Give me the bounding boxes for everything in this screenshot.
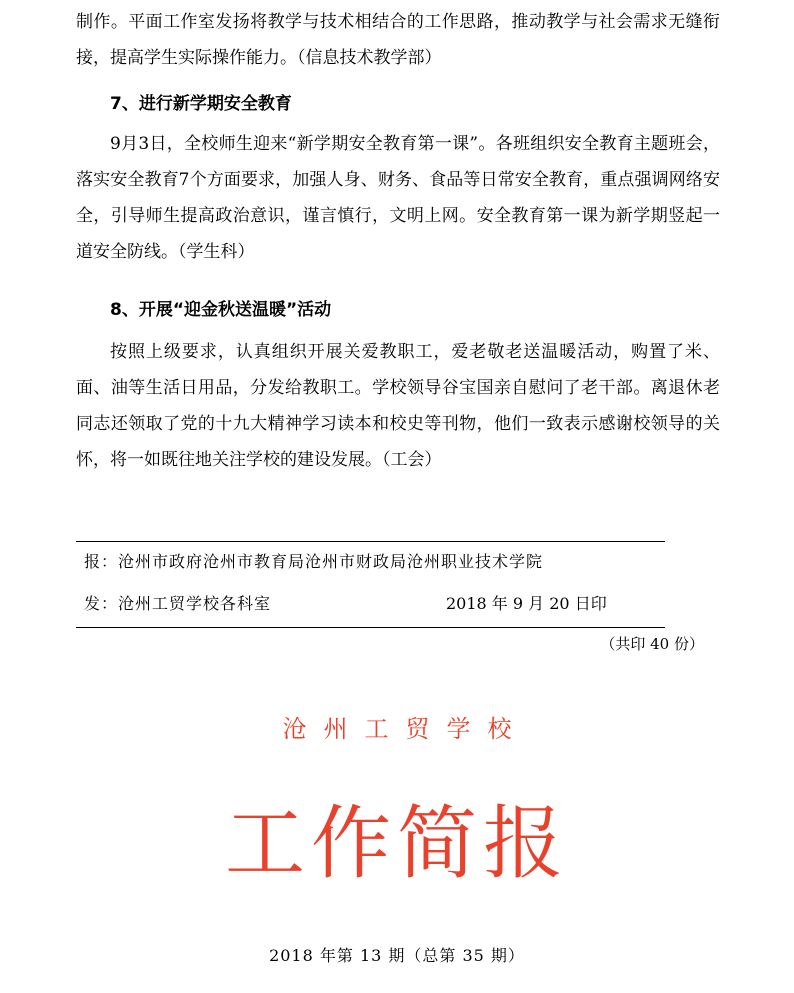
section-7-body: 9月3日，全校师生迎来“新学期安全教育第一课”。各班组织安全教育主题班会，落实安全教育7个方面要求，加强人身、财务、食品等日常安全教育，重点强调网络安全，引导师生提高政治意识，谨言慎行，文明上网。安全教育第一课为新学期竖起一道安全防线。（学生科） (76, 134, 720, 262)
printed-date: 2018 年 9 月 20 日印 (446, 594, 607, 613)
section-8-heading: 8、开展“迎金秋送温暖”活动 (110, 300, 332, 320)
continuation-paragraph: 制作。平面工作室发扬将教学与技术相结合的工作思路，推动教学与社会需求无缝衔接，提高学生实际操作能力。（信息技术教学部） (76, 12, 720, 68)
report-to-line: 报：沧州市政府沧州市教育局沧州市财政局沧州职业技术学院 (84, 552, 544, 571)
distribution-top-rule (76, 541, 665, 542)
send-to-line: 发：沧州工贸学校各科室 (84, 594, 272, 613)
bulletin-title: 工作简报 (225, 797, 569, 890)
issue-number: 2018 年第 13 期（总第 35 期） (269, 946, 525, 965)
distribution-bottom-rule (76, 627, 665, 628)
copies-count: （共印 40 份） (600, 635, 704, 653)
section-8-body: 按照上级要求，认真组织开展关爱教职工，爱老敬老送温暖活动，购置了米、面、油等生活日用品，分发给教职工。学校领导谷宝国亲自慰问了老干部。离退休老同志还领取了党的十九大精神学习读本和校史等刊物，他们一致表示感谢校领导的关怀，将一如既往地关注学校的建设发展。（工会） (76, 342, 720, 470)
school-name: 沧州工贸学校 (282, 715, 529, 743)
section-7-heading: 7、进行新学期安全教育 (110, 94, 292, 114)
